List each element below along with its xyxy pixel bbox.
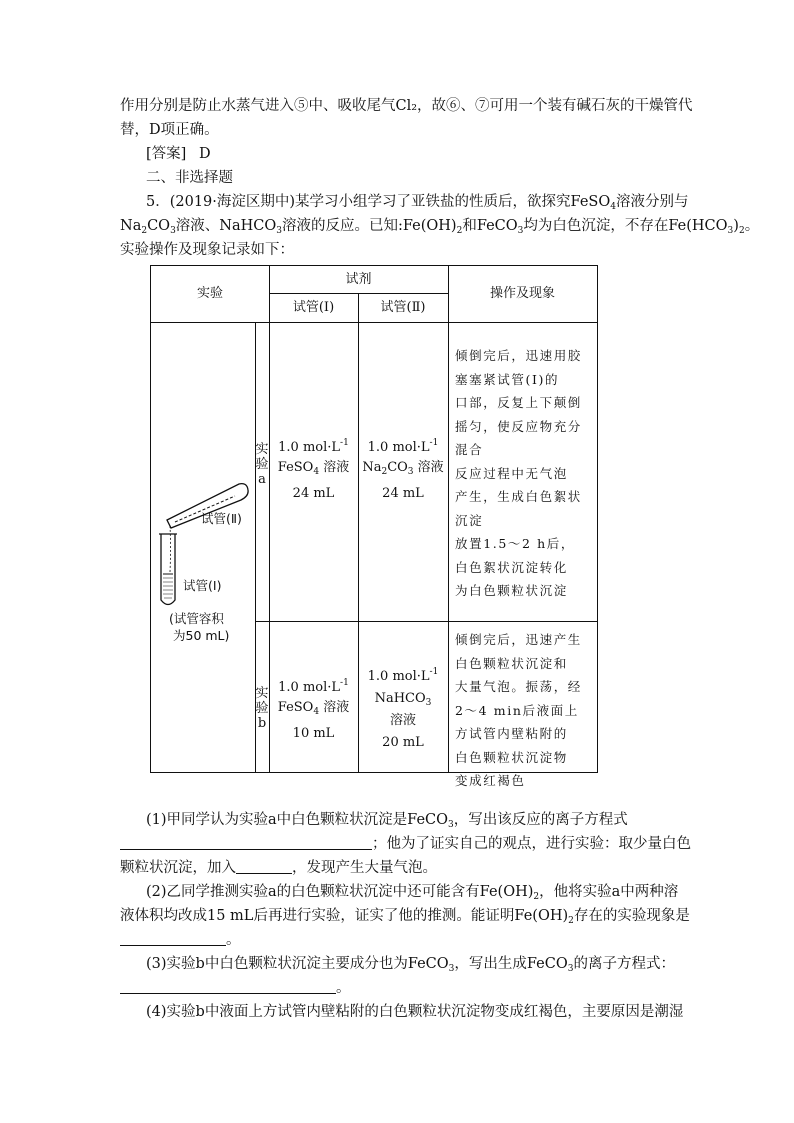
sub: 2 [738, 226, 745, 236]
ph-line: 塞塞紧试管(Ⅰ)的 [455, 371, 560, 387]
sub: 3 [567, 964, 574, 974]
q-text: 液体积均改成15 mL后再进行实验，证实了他的推测。能证明Fe(OH) [120, 908, 569, 924]
intro-line-2: 替，D项正确。 [120, 122, 219, 138]
q5-text: 。 [744, 218, 760, 234]
q-text: ，发现产生大量气泡。 [292, 860, 437, 876]
q-text: ，他将实验a中两种溶 [539, 884, 679, 900]
ph-line: 倾倒完后，迅速产生 [455, 632, 582, 647]
q-text: (2)乙同学推测实验a的白色颗粒状沉淀中还可能含有Fe(OH) [146, 884, 534, 900]
sub: 3 [170, 226, 176, 236]
ph-line: 白色絮状沉淀转化 [455, 559, 568, 575]
q4-line-1: (4)实验b中液面上方试管内壁粘附的白色颗粒状沉淀物变成红褐色，主要原因是潮湿 [146, 1004, 684, 1020]
q2-line-3 [120, 930, 241, 950]
q-text: ，写出该反应的离子方程式 [453, 812, 628, 828]
header-experiment: 实验 [196, 286, 223, 301]
q-text: 颗粒状沉淀，加入 [120, 860, 236, 876]
diagram-label-tube-2: 试管(Ⅱ) [201, 511, 242, 526]
conc: 1.0 mol·L [278, 680, 341, 695]
grid-line [448, 266, 449, 772]
ph-line: 口部，反复上下颠倒 [455, 395, 582, 410]
ph-line: 反应过程中无气泡 [455, 465, 568, 481]
ph-line: 方试管内壁粘附的 [455, 726, 568, 741]
diagram-note [169, 610, 249, 644]
q-text: (1)甲同学认为实验a中白色颗粒状沉淀是FeCO [146, 812, 449, 828]
sub: 3 [448, 964, 455, 974]
ph-line: 白色颗粒状沉淀物 [455, 749, 568, 765]
conc: 1.0 mol·L [367, 440, 430, 455]
header-tube-1: 试管(Ⅰ) [292, 300, 335, 315]
answer-label: [答案] [146, 146, 187, 162]
solution: 溶液 [417, 460, 444, 475]
experiment-table [150, 265, 598, 788]
label-char: 实 [255, 442, 269, 457]
formula: FeSO [277, 460, 314, 475]
formula: Na [362, 460, 382, 475]
row-b-tube-2 [358, 666, 448, 754]
volume: 20 mL [382, 735, 424, 750]
q5-text: ) [733, 218, 739, 234]
q2-line-1 [146, 882, 678, 902]
q5-line-1 [146, 192, 688, 212]
label-char: b [257, 716, 267, 731]
row-a-phenomenon [455, 344, 595, 603]
volume: 10 mL [292, 726, 335, 741]
q-text: ；他为了证实自己的观点，进行实验：取少量白色 [372, 836, 691, 852]
answer-blank[interactable] [236, 859, 292, 874]
answer-blank[interactable] [120, 979, 336, 994]
grid-line [255, 621, 597, 622]
sub: 2 [533, 892, 540, 902]
answer-value: D [198, 146, 211, 162]
q5-text: 均为白色沉淀，不存在Fe(HCO [523, 218, 728, 234]
formula: FeSO [277, 700, 314, 715]
q-text: 存在的实验现象是 [573, 908, 690, 924]
q-text: 。 [336, 980, 351, 996]
solution: 溶液 [389, 713, 416, 728]
volume: 24 mL [382, 486, 424, 501]
q1-line-3 [120, 858, 437, 878]
sub: 4 [610, 202, 616, 212]
q5-text: 溶液的反应。已知:Fe(OH) [282, 218, 457, 234]
ph-line: 变成红褐色 [455, 773, 526, 788]
q-text: (3)实验b中白色颗粒状沉淀主要成分也为FeCO [146, 956, 449, 972]
sup: -1 [340, 438, 349, 448]
volume: 24 mL [292, 486, 335, 501]
q5-text: Na [120, 218, 142, 234]
sub: 2 [381, 467, 388, 477]
solution: 溶液 [323, 700, 350, 715]
ph-line: 混合 [455, 442, 484, 457]
label-char: 验 [255, 457, 269, 472]
row-a-label [255, 442, 269, 487]
answer-line [146, 144, 211, 164]
q5-text: 溶液分别与 [615, 194, 689, 210]
ph-line: 倾倒完后，迅速用胶 [455, 348, 582, 363]
q3-line-2 [120, 978, 351, 998]
sub: 3 [276, 226, 282, 236]
row-a-tube-2 [358, 438, 448, 504]
intro-line-1: 作用分别是防止水蒸气进入⑤中、吸收尾气Cl₂，故⑥、⑦可用一个装有碱石灰的干燥管代 [120, 98, 693, 114]
sup: -1 [429, 438, 439, 448]
sub: 2 [456, 226, 463, 236]
q5-line-3: 实验操作及现象记录如下： [120, 242, 294, 258]
ph-line: 放置1.5～2 h后， [455, 536, 575, 551]
row-b-tube-1 [269, 678, 358, 744]
q5-text: 溶液、NaHCO [175, 218, 277, 234]
ph-line: 摇匀，使反应物充分 [455, 418, 582, 434]
ph-line: 2～4 min后液面上 [455, 702, 579, 718]
diagram-note-line: (试管容积 [169, 611, 224, 626]
diagram-label-tube-1: 试管(Ⅰ) [183, 578, 222, 593]
label-char: 实 [255, 686, 269, 701]
q5-line-2 [120, 216, 759, 236]
header-tube-2: 试管(Ⅱ) [380, 300, 426, 315]
diagram-note-line: 为50 mL) [173, 628, 230, 643]
row-b-phenomenon [455, 628, 595, 793]
q1-line-1 [146, 810, 628, 830]
ph-line: 大量气泡。振荡，经 [455, 679, 582, 694]
q5-text: 5．(2019·海淀区期中)某学习小组学习了亚铁盐的性质后，欲探究FeSO [146, 194, 611, 210]
header-reagent: 试剂 [345, 272, 372, 287]
conc: 1.0 mol·L [278, 440, 341, 455]
header-phenomenon: 操作及现象 [489, 286, 555, 301]
label-char: a [258, 472, 266, 487]
q5-text: 和FeCO [462, 218, 518, 234]
ph-line: 为白色颗粒状沉淀 [455, 583, 568, 598]
sub: 2 [568, 916, 574, 926]
row-a-tube-1 [269, 438, 358, 504]
row-b-label [255, 686, 269, 731]
q3-line-1 [146, 954, 675, 974]
formula: CO [387, 460, 408, 475]
q-text: 的离子方程式： [573, 956, 675, 972]
formula: NaHCO [374, 691, 426, 706]
sub: 2 [141, 226, 148, 236]
conc: 1.0 mol·L [367, 669, 430, 684]
sup: -1 [340, 678, 349, 688]
grid-line [269, 293, 448, 294]
label-char: 验 [255, 701, 269, 716]
q-text: ，写出生成FeCO [454, 956, 568, 972]
sub: 4 [313, 467, 320, 477]
sub: 3 [407, 467, 414, 477]
solution: 溶液 [323, 460, 350, 475]
grid-line [151, 322, 597, 323]
sub: 3 [425, 698, 432, 708]
sub: 4 [313, 707, 320, 717]
sub: 3 [448, 820, 454, 830]
q5-text: CO [147, 218, 171, 234]
answer-blank[interactable] [120, 835, 372, 850]
sub: 3 [517, 226, 524, 236]
section-heading: 二、非选择题 [146, 170, 233, 186]
test-tube-1-icon [159, 526, 177, 605]
ph-line: 产生，生成白色絮状 [455, 489, 582, 504]
q-text: 。 [226, 932, 241, 948]
q2-line-2 [120, 906, 690, 926]
sub: 3 [727, 226, 734, 236]
ph-line: 沉淀 [455, 512, 484, 528]
sup: -1 [429, 667, 439, 677]
answer-blank[interactable] [120, 931, 226, 946]
ph-line: 白色颗粒状沉淀和 [455, 655, 568, 671]
q1-line-2 [120, 834, 691, 854]
